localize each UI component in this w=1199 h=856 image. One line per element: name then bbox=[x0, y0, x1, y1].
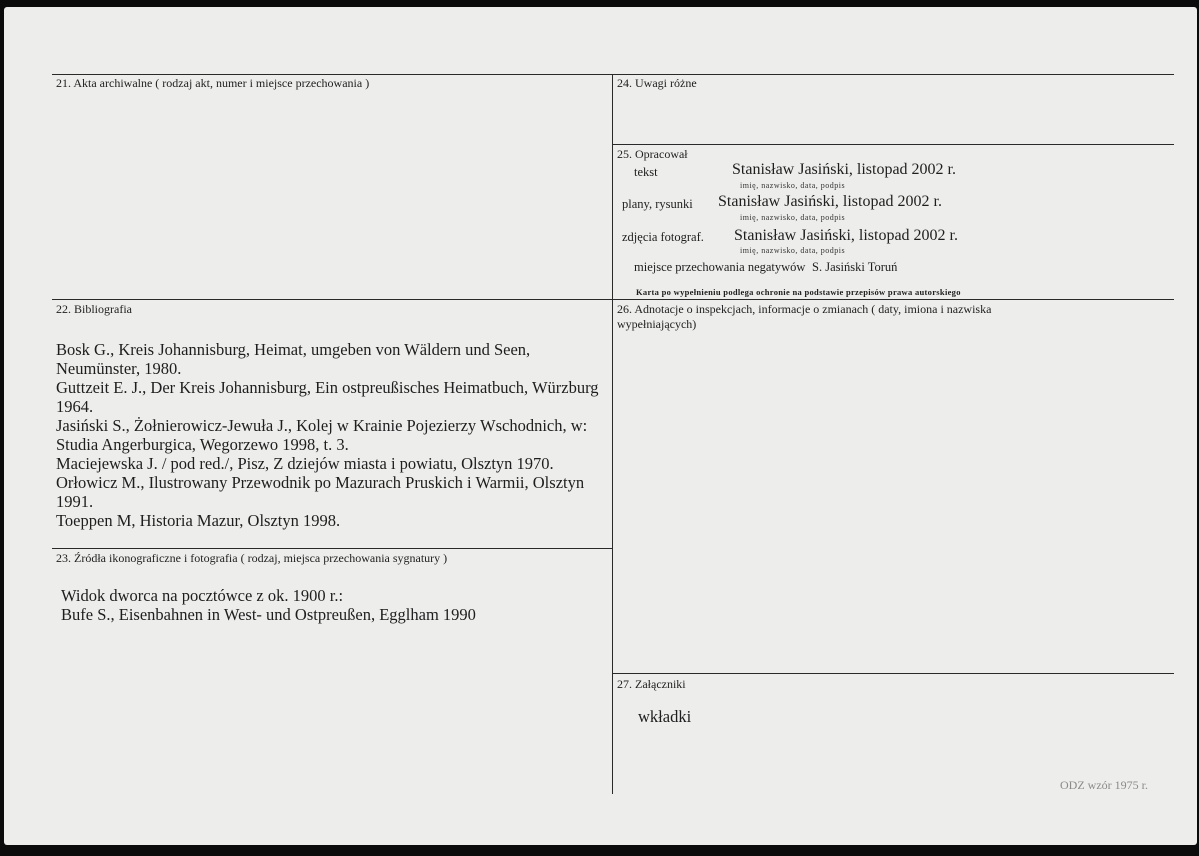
attachments-value: wkładki bbox=[638, 707, 692, 726]
bibliography-line: Studia Angerburgica, Wegorzewo 1998, t. 3. bbox=[56, 435, 349, 454]
section-21-header: 21. Akta archiwalne ( rodzaj akt, numer i miejsce przechowania ) bbox=[56, 76, 370, 90]
bibliography-line: Maciejewska J. / pod red./, Pisz, Z dziejów miasta i powiatu, Olsztyn 1970. bbox=[56, 454, 554, 473]
center-divider bbox=[612, 74, 613, 794]
author-row-label: plany, rysunki bbox=[622, 197, 693, 211]
author-row-label: zdjęcia fotograf. bbox=[622, 230, 704, 244]
author-row-value: Stanisław Jasiński, listopad 2002 r. bbox=[718, 193, 942, 210]
iconography-line: Widok dworca na pocztówce z ok. 1900 r.: bbox=[61, 586, 344, 605]
section-23-header: 23. Źródła ikonograficzne i fotografia ( rodzaj, miejsca przechowania sygnatury ) bbox=[56, 551, 448, 565]
bibliography-line: Orłowicz M., Ilustrowany Przewodnik po Mazurach Pruskich i Warmii, Olsztyn bbox=[56, 473, 585, 492]
section-26-header: 26. Adnotacje o inspekcjach, informacje o zmianach ( daty, imiona i nazwiska bbox=[617, 302, 992, 316]
divider-22-23 bbox=[52, 548, 612, 549]
divider-25-26 bbox=[613, 299, 1174, 300]
author-row-caption: imię, nazwisko, data, podpis bbox=[740, 213, 846, 222]
top-border-left bbox=[52, 74, 612, 75]
bibliography-line: Bosk G., Kreis Johannisburg, Heimat, umgeben von Wäldern und Seen, bbox=[56, 340, 531, 359]
author-row-caption: imię, nazwisko, data, podpis bbox=[740, 181, 846, 190]
section-22-header: 22. Bibliografia bbox=[56, 302, 132, 316]
negatives-value: S. Jasiński Toruń bbox=[812, 260, 898, 274]
bibliography-line: 1991. bbox=[56, 492, 94, 511]
negatives-label: miejsce przechowania negatywów bbox=[634, 260, 806, 274]
bibliography-line: 1964. bbox=[56, 397, 94, 416]
author-row-label: tekst bbox=[634, 165, 658, 179]
bibliography-line: Neumünster, 1980. bbox=[56, 359, 182, 378]
author-row-caption: imię, nazwisko, data, podpis bbox=[740, 246, 846, 255]
author-row-value: Stanisław Jasiński, listopad 2002 r. bbox=[732, 161, 956, 178]
divider-26-27 bbox=[613, 673, 1174, 674]
bibliography-list bbox=[56, 340, 599, 530]
divider-21-22 bbox=[52, 299, 612, 300]
copyright-notice: Karta po wypełnieniu podlega ochronie na podstawie przepisów prawa autorskiego bbox=[636, 287, 961, 297]
section-27-header: 27. Załączniki bbox=[617, 677, 686, 691]
form-id: ODZ wzór 1975 r. bbox=[1060, 778, 1148, 792]
bibliography-line: Toeppen M, Historia Mazur, Olsztyn 1998. bbox=[56, 511, 341, 530]
section-25-header: 25. Opracował bbox=[617, 147, 688, 161]
iconography-line: Bufe S., Eisenbahnen in West- und Ostpreußen, Egglham 1990 bbox=[61, 605, 476, 624]
author-row-value: Stanisław Jasiński, listopad 2002 r. bbox=[734, 227, 958, 244]
bibliography-line: Jasiński S., Żołnierowicz-Jewuła J., Kolej w Krainie Pojezierzy Wschodnich, w: bbox=[56, 416, 588, 435]
section-24-header: 24. Uwagi różne bbox=[617, 76, 697, 90]
section-26-header-cont: wypełniających) bbox=[617, 317, 697, 331]
divider-24-25 bbox=[613, 144, 1174, 145]
top-border-right bbox=[613, 74, 1174, 75]
bibliography-line: Guttzeit E. J., Der Kreis Johannisburg, Ein ostpreußisches Heimatbuch, Würzburg bbox=[56, 378, 599, 397]
